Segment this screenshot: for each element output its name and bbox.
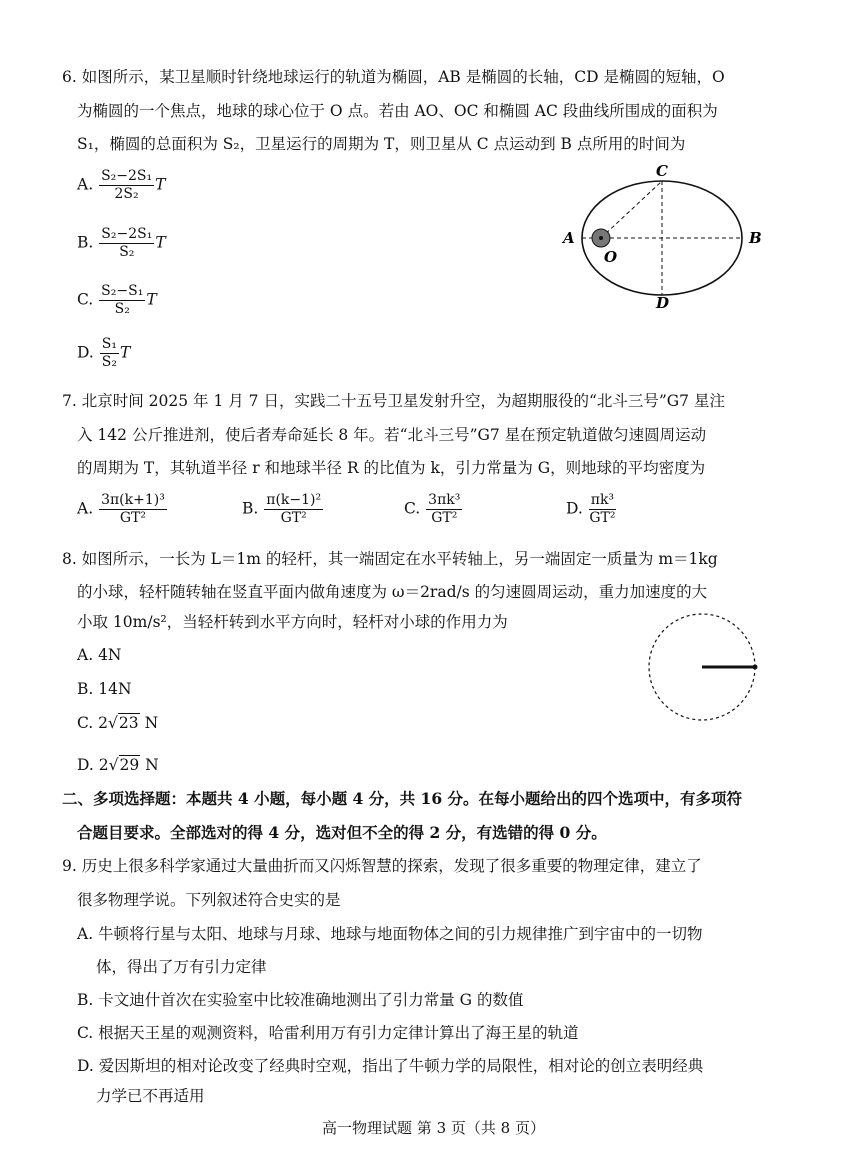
focus-point — [599, 236, 603, 240]
q8-line3: 小取 10m/s²，当轻杆转到水平方向时，轻杆对小球的作用力为 — [77, 613, 508, 631]
q9-option-a-line1[interactable]: A. 牛顿将行星与太阳、地球与月球、地球与地面物体之间的引力规律推广到宇宙中的一切物 — [77, 925, 703, 943]
label-a: A — [563, 229, 575, 247]
q9-line2: 很多物理学说。下列叙述符合史实的是 — [77, 891, 341, 909]
q8-line2: 的小球，轻杆随转轴在竖直平面内做角速度为 ω＝2rad/s 的匀速圆周运动，重力加速度的大 — [77, 583, 708, 601]
q7-option-c[interactable]: C. $\frac{\text{3πk³}}{\text{GT²}}$ — [404, 492, 461, 526]
q6-line3: S₁，椭圆的总面积为 S₂，卫星运行的周期为 T，则卫星从 C 点运动到 B 点所用的时间为 — [77, 135, 686, 153]
label-b: B — [749, 229, 762, 247]
q7-line2: 入 142 公斤推进剂，使后者寿命延长 8 年。若“北斗三号”G7 星在预定轨道做匀速圆周运动 — [77, 426, 707, 444]
fraction: $\frac{\text{S₂−2S₁}}{\text{2S₂}}$ — [101, 168, 153, 202]
label-d: D — [656, 294, 670, 312]
q7-option-d[interactable]: D. $\frac{\text{πk³}}{\text{GT²}}$ — [566, 492, 616, 526]
small-ball — [753, 665, 758, 670]
fraction: $\frac{\text{S₂−S₁}}{\text{S₂}}$ — [101, 283, 144, 317]
q9-line1: 9. 历史上很多科学家通过大量曲折而又闪烁智慧的探索，发现了很多重要的物理定律，建立了 — [62, 857, 702, 875]
q6-line2: 为椭圆的一个焦点，地球的球心位于 O 点。若由 AO、OC 和椭圆 AC 段曲线所围成的面积为 — [77, 102, 718, 120]
q7-option-a[interactable]: A. $\frac{\text{3π(k+1)³}}{\text{GT²}}$ — [77, 492, 165, 526]
q6-option-d[interactable]: D. $\frac{\text{S₁}}{\text{S₂}}$ T — [77, 336, 131, 370]
section2-line1: 二、多项选择题：本题共 4 小题，每小题 4 分，共 16 分。在每小题给出的四个选项中，有多项符 — [62, 789, 743, 808]
q8-option-a[interactable]: A. 4N — [77, 646, 122, 664]
q9-option-d-line1[interactable]: D. 爱因斯坦的相对论改变了经典时空观，指出了牛顿力学的局限性，相对论的创立表明经典 — [77, 1057, 704, 1075]
q7-line1: 7. 北京时间 2025 年 1 月 7 日，实践二十五号卫星发射升空，为超期服役的“北斗三号”G7 星注 — [62, 392, 725, 410]
label-c: C — [656, 162, 668, 180]
option-label: C. — [77, 290, 94, 309]
q8-option-b[interactable]: B. 14N — [77, 680, 132, 698]
q8-option-c[interactable]: C. 2√23 N — [77, 714, 159, 732]
q6-option-b[interactable]: B. $\frac{\text{S₂−2S₁}}{\text{S₂}}$ T — [77, 226, 166, 260]
option-label: A. — [77, 175, 94, 194]
line-oc — [601, 181, 662, 238]
q9-option-b[interactable]: B. 卡文迪什首次在实验室中比较准确地测出了引力常量 G 的数值 — [77, 991, 524, 1009]
section2-line2: 合题目要求。全部选对的得 4 分，选对但不全的得 2 分，有选错的得 0 分。 — [77, 823, 607, 842]
fraction: $\frac{\text{S₁}}{\text{S₂}}$ — [101, 336, 117, 370]
q8-option-d[interactable]: D. 2√29 N — [77, 756, 159, 774]
fraction: $\frac{\text{π(k−1)²}}{\text{GT²}}$ — [266, 492, 322, 526]
rotating-rod-figure — [645, 610, 763, 730]
option-label: B. — [77, 233, 94, 252]
fraction: $\frac{\text{3π(k+1)³}}{\text{GT²}}$ — [101, 492, 165, 526]
fraction: $\frac{\text{πk³}}{\text{GT²}}$ — [589, 492, 616, 526]
q8-line1: 8. 如图所示，一长为 L＝1m 的轻杆，其一端固定在水平转轴上，另一端固定一质量为 m＝1kg — [62, 550, 718, 568]
ellipse-orbit-figure — [555, 162, 770, 312]
q9-option-a-line2: 体，得出了万有引力定律 — [96, 958, 267, 976]
q6-option-a[interactable]: A. $\frac{\text{S₂−2S₁}}{\text{2S₂}}$ T — [77, 168, 166, 202]
q7-line3: 的周期为 T，其轨道半径 r 和地球半径 R 的比值为 k，引力常量为 G，则地球的平均密度为 — [77, 459, 706, 477]
option-label: D. — [77, 343, 94, 362]
q7-option-b[interactable]: B. $\frac{\text{π(k−1)²}}{\text{GT²}}$ — [242, 492, 322, 526]
q6-option-c[interactable]: C. $\frac{\text{S₂−S₁}}{\text{S₂}}$ T — [77, 283, 157, 317]
fraction: $\frac{\text{3πk³}}{\text{GT²}}$ — [428, 492, 461, 526]
q9-option-c[interactable]: C. 根据天王星的观测资料，哈雷利用万有引力定律计算出了海王星的轨道 — [77, 1024, 579, 1042]
q9-option-d-line2: 力学已不再适用 — [96, 1087, 205, 1105]
q6-line1: 6. 如图所示，某卫星顺时针绕地球运行的轨道为椭圆，AB 是椭圆的长轴，CD 是椭圆的短轴，O — [62, 68, 725, 86]
page-footer: 高一物理试题 第 3 页（共 8 页） — [322, 1119, 545, 1137]
fraction: $\frac{\text{S₂−2S₁}}{\text{S₂}}$ — [101, 226, 153, 260]
label-o: O — [604, 248, 618, 266]
